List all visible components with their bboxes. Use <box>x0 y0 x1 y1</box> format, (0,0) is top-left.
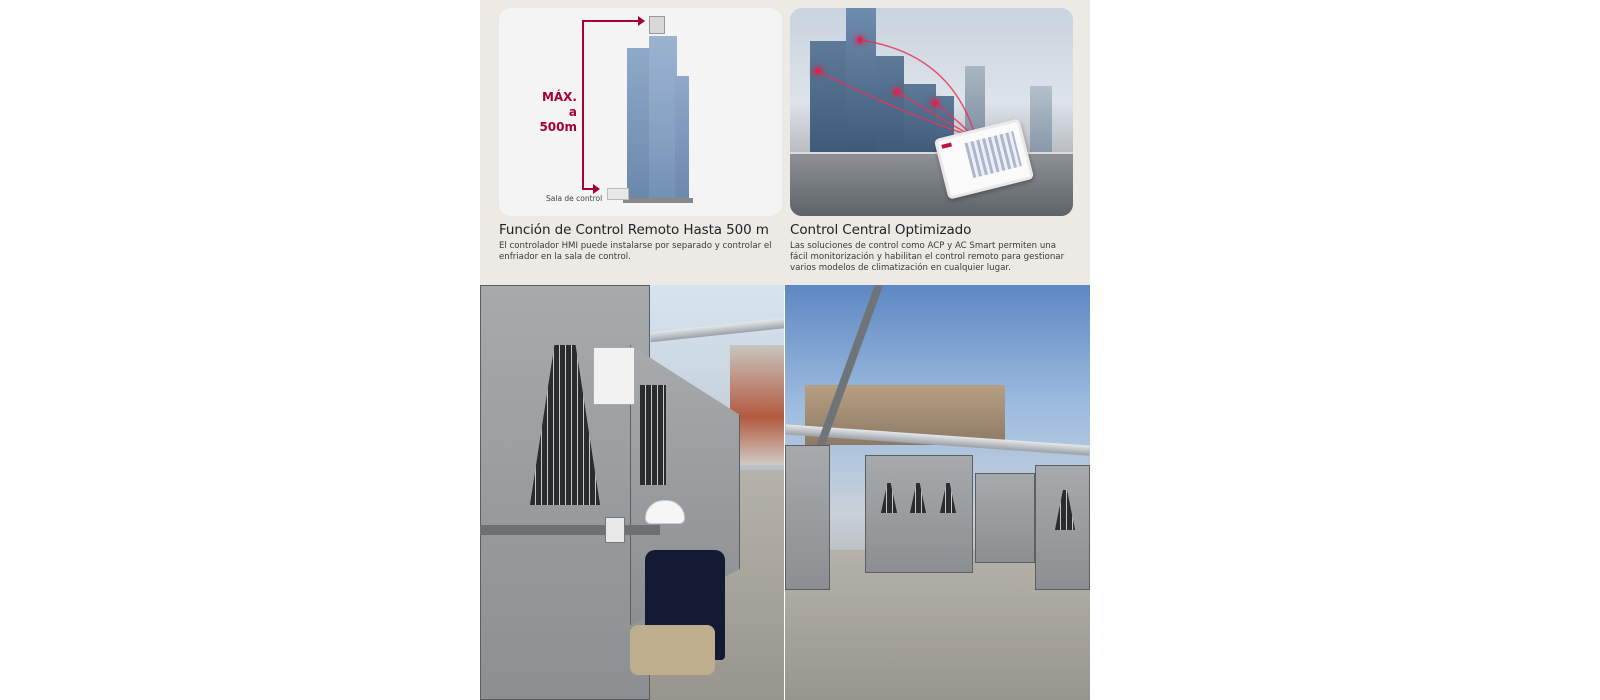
remote-control-diagram <box>499 8 782 216</box>
signal-point-icon <box>932 100 938 106</box>
signal-point-icon <box>894 89 900 95</box>
photo-rooftop-chillers <box>785 285 1090 700</box>
product-feature-page <box>480 0 1090 700</box>
feature-title: Función de Control Remoto Hasta 500 m <box>499 222 769 238</box>
feature-section <box>480 0 1090 290</box>
building-icon <box>649 36 677 201</box>
feature-description: El controlador HMI puede instalarse por separado y controlar el enfriador en la sala de control. <box>499 241 772 262</box>
feature-caption-central <box>790 222 1073 274</box>
pipe <box>650 318 784 343</box>
control-room-label: Sala de control <box>546 194 603 203</box>
control-room-unit-icon <box>607 188 629 200</box>
feature-caption-remote <box>499 222 782 263</box>
signal-point-icon <box>815 68 821 74</box>
feature-title: Control Central Optimizado <box>790 222 972 238</box>
info-poster <box>593 347 635 405</box>
photo-technician <box>480 285 784 700</box>
central-control-image <box>790 8 1073 216</box>
arrow-right-icon <box>582 188 595 190</box>
network-links-icon <box>790 8 1073 216</box>
building-icon <box>627 48 651 198</box>
fan-grille <box>640 385 666 485</box>
tablet-menu-icon <box>941 142 952 148</box>
technician-legs <box>630 625 715 675</box>
signal-point-icon <box>857 37 863 43</box>
chiller-unit <box>865 455 973 573</box>
feature-description: Las soluciones de control como ACP y AC Smart permiten una fácil monitorización y habilitan el control remoto para gestionar varios modelos de climatización en cualquier lugar. <box>790 241 1065 273</box>
chiller-unit <box>975 473 1035 563</box>
hmi-controller-icon <box>649 16 665 34</box>
unit-rail <box>480 525 660 535</box>
building-base <box>623 198 693 203</box>
distance-line <box>582 20 584 190</box>
floor-plan-icon <box>965 131 1022 178</box>
chiller-unit <box>785 445 830 590</box>
arrow-up-icon <box>582 20 640 22</box>
hmi-panel <box>605 517 625 543</box>
building-icon <box>675 76 689 201</box>
distance-label: MÁX. a 500m <box>539 90 577 134</box>
